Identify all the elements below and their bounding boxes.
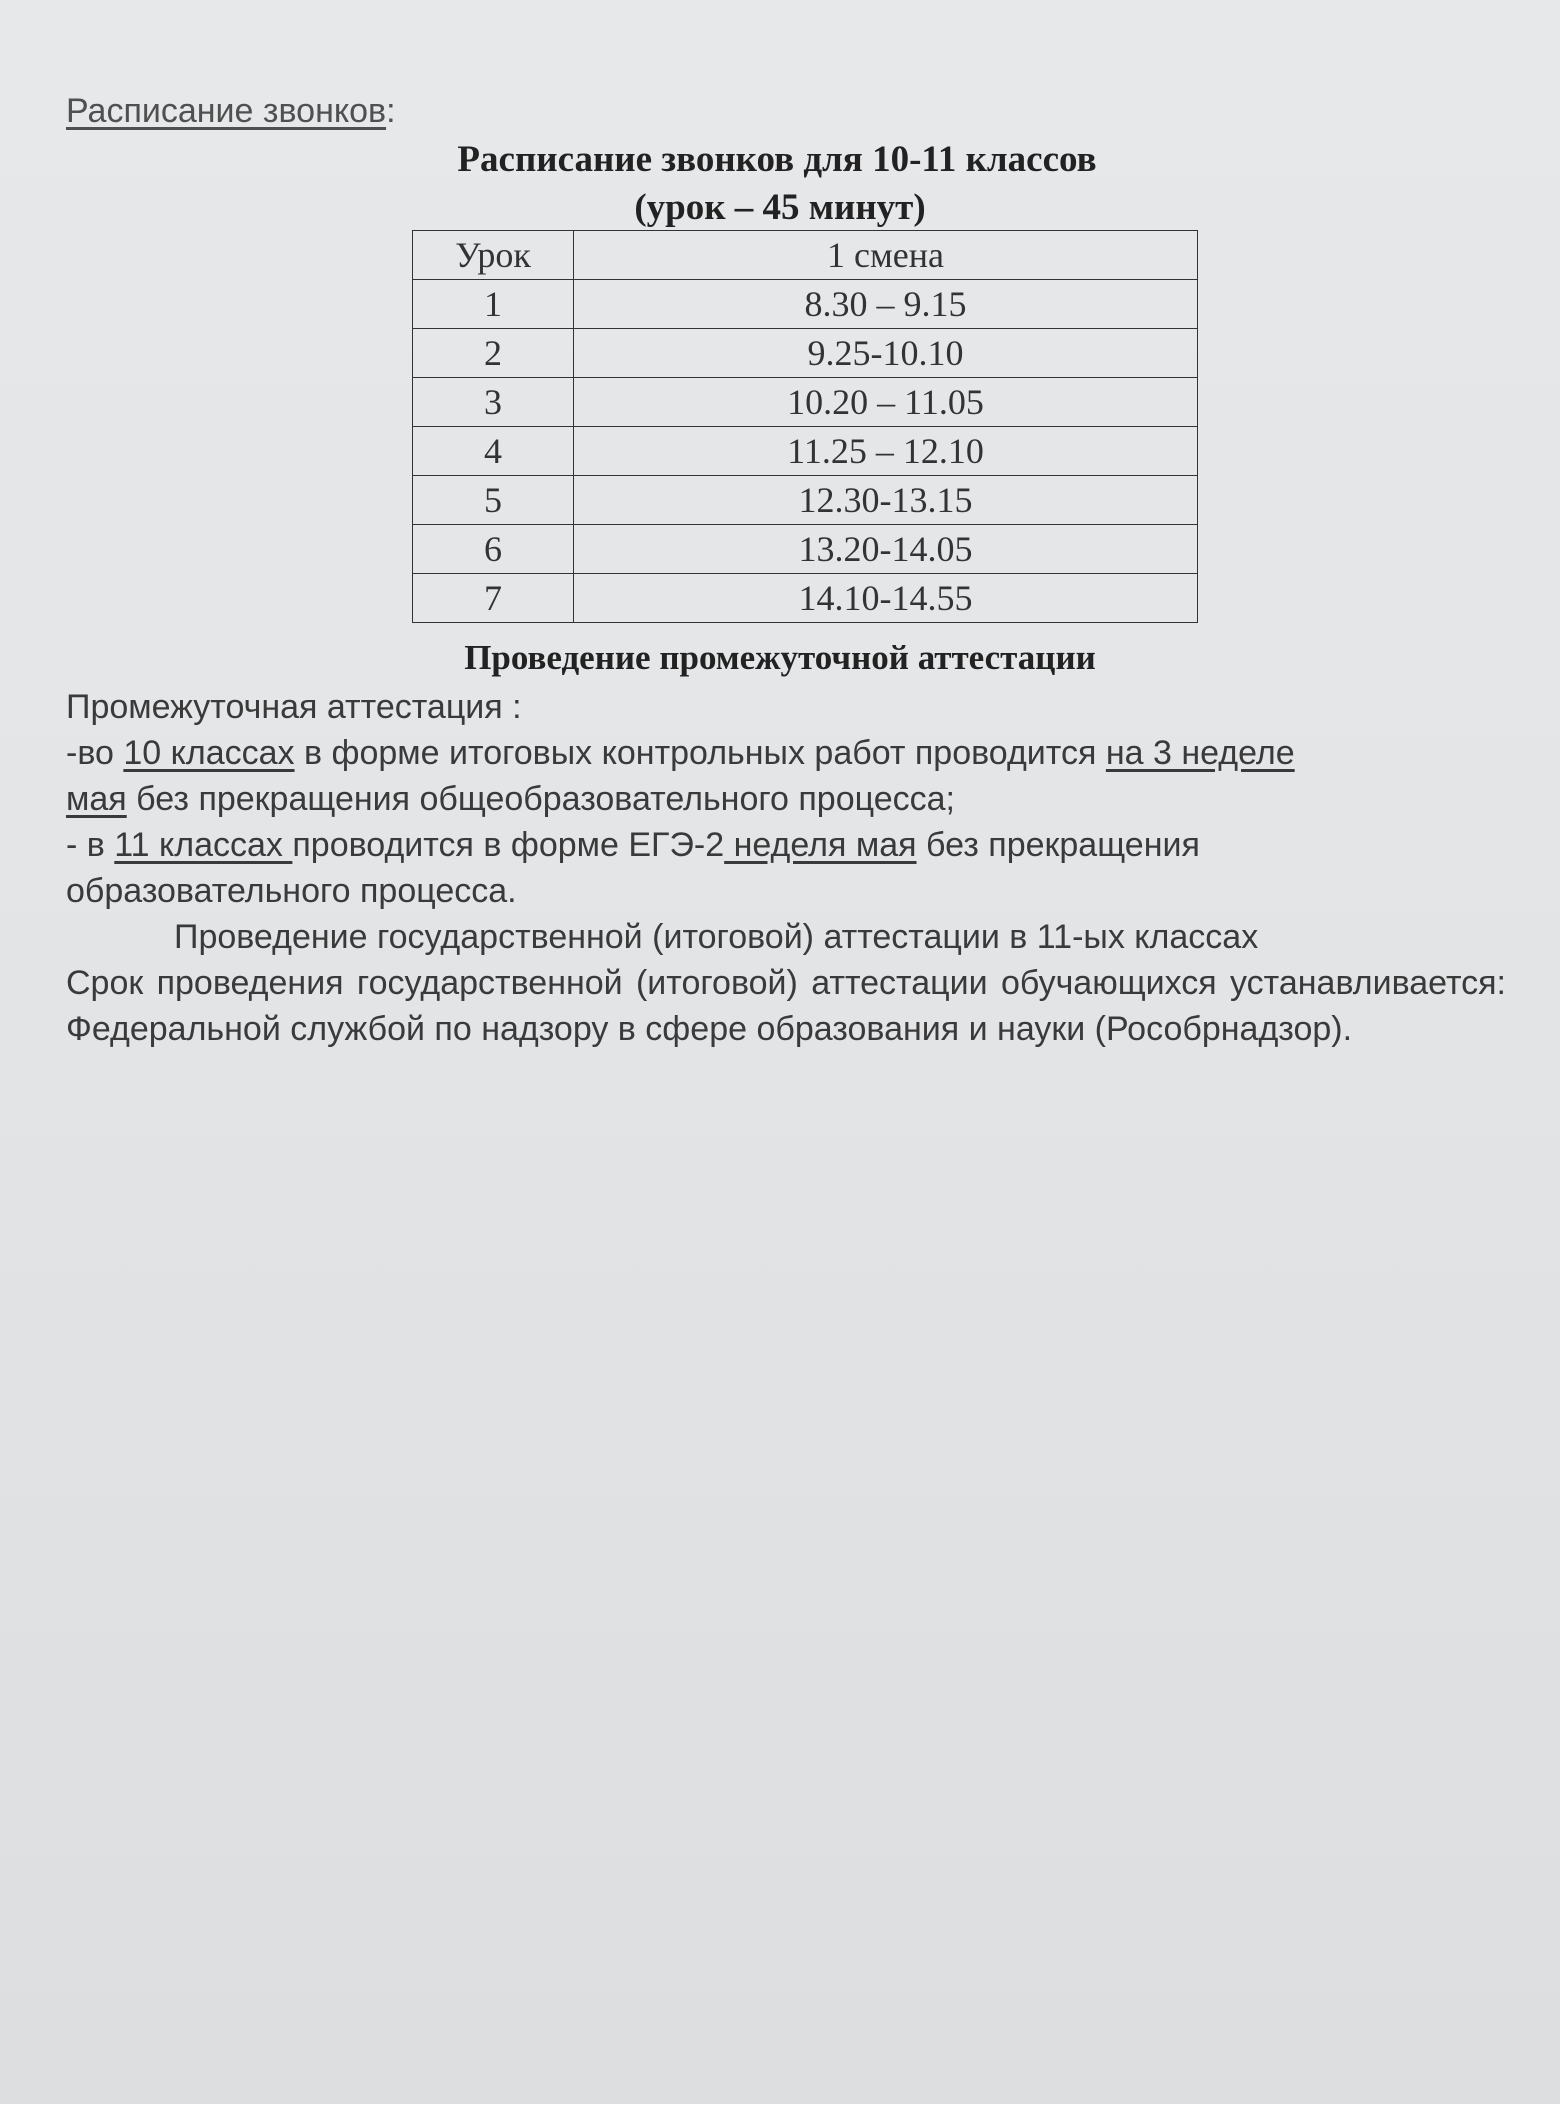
- table-row: [413, 427, 1198, 476]
- lesson-number: 3: [413, 378, 574, 427]
- lesson-time: 10.20 – 11.05: [574, 378, 1198, 427]
- table-row: [413, 525, 1198, 574]
- lesson-number: 1: [413, 280, 574, 329]
- lesson-time: 14.10-14.55: [574, 574, 1198, 623]
- attestation-heading: Проведение промежуточной аттестации: [464, 638, 1096, 677]
- header-shift: 1 смена: [574, 231, 1198, 280]
- state-attestation-paragraph: Срок проведения государственной (итоговой) аттестации обучающихся устанавливается: Федеральной службой по надзору в сфере образования и науки (Рособрнадзор).: [66, 964, 1506, 1048]
- week-underlined: на 3 неделе: [1105, 734, 1295, 772]
- attestation-line-grade11: [66, 822, 1506, 868]
- attestation-line-grade10: [66, 730, 1506, 776]
- lesson-time: 11.25 – 12.10: [574, 427, 1198, 476]
- attestation-intro: Промежуточная аттестация :: [66, 688, 522, 726]
- lesson-time: 8.30 – 9.15: [574, 280, 1198, 329]
- table-row: [413, 280, 1198, 329]
- attestation-line-grade10-cont: [66, 776, 1506, 822]
- lesson-number: 4: [413, 427, 574, 476]
- text-fragment: в форме итоговых контрольных работ проводится: [294, 734, 1106, 772]
- lesson-time: 13.20-14.05: [574, 525, 1198, 574]
- schedule-subtitle: (урок – 45 минут): [634, 187, 926, 228]
- lesson-number: 6: [413, 525, 574, 574]
- week-month-underlined: неделя мая: [724, 826, 917, 864]
- schedule-label-colon: :: [386, 92, 396, 130]
- grade10-underlined: 10 классах: [123, 734, 295, 772]
- month-underlined: мая: [66, 780, 127, 818]
- schedule-label-text: Расписание звонков: [66, 92, 387, 130]
- lesson-number: 2: [413, 329, 574, 378]
- table-header-row: [413, 231, 1198, 280]
- text-fragment: - в: [66, 826, 115, 864]
- schedule-label: [66, 92, 396, 131]
- text-fragment: -во: [66, 734, 124, 772]
- attestation-section: [66, 684, 1506, 1052]
- table-row: [413, 378, 1198, 427]
- lesson-time: 12.30-13.15: [574, 476, 1198, 525]
- table-row: [413, 574, 1198, 623]
- text-fragment: без прекращения общеобразовательного процесса;: [126, 780, 955, 818]
- lesson-number: 5: [413, 476, 574, 525]
- attestation-line-grade11-cont: образовательного процесса.: [66, 872, 517, 910]
- header-lesson: Урок: [413, 231, 574, 280]
- table-row: [413, 476, 1198, 525]
- table-row: [413, 329, 1198, 378]
- lesson-number: 7: [413, 574, 574, 623]
- bell-schedule-table: [412, 230, 1198, 623]
- state-attestation-heading: Проведение государственной (итоговой) аттестации в 11-ых классах: [174, 918, 1259, 956]
- text-fragment: без прекращения: [916, 826, 1200, 864]
- text-fragment: проводится в форме ЕГЭ-2: [292, 826, 725, 864]
- lesson-time: 9.25-10.10: [574, 329, 1198, 378]
- grade11-underlined: 11 классах: [114, 826, 293, 864]
- schedule-title: Расписание звонков для 10-11 классов: [457, 139, 1097, 180]
